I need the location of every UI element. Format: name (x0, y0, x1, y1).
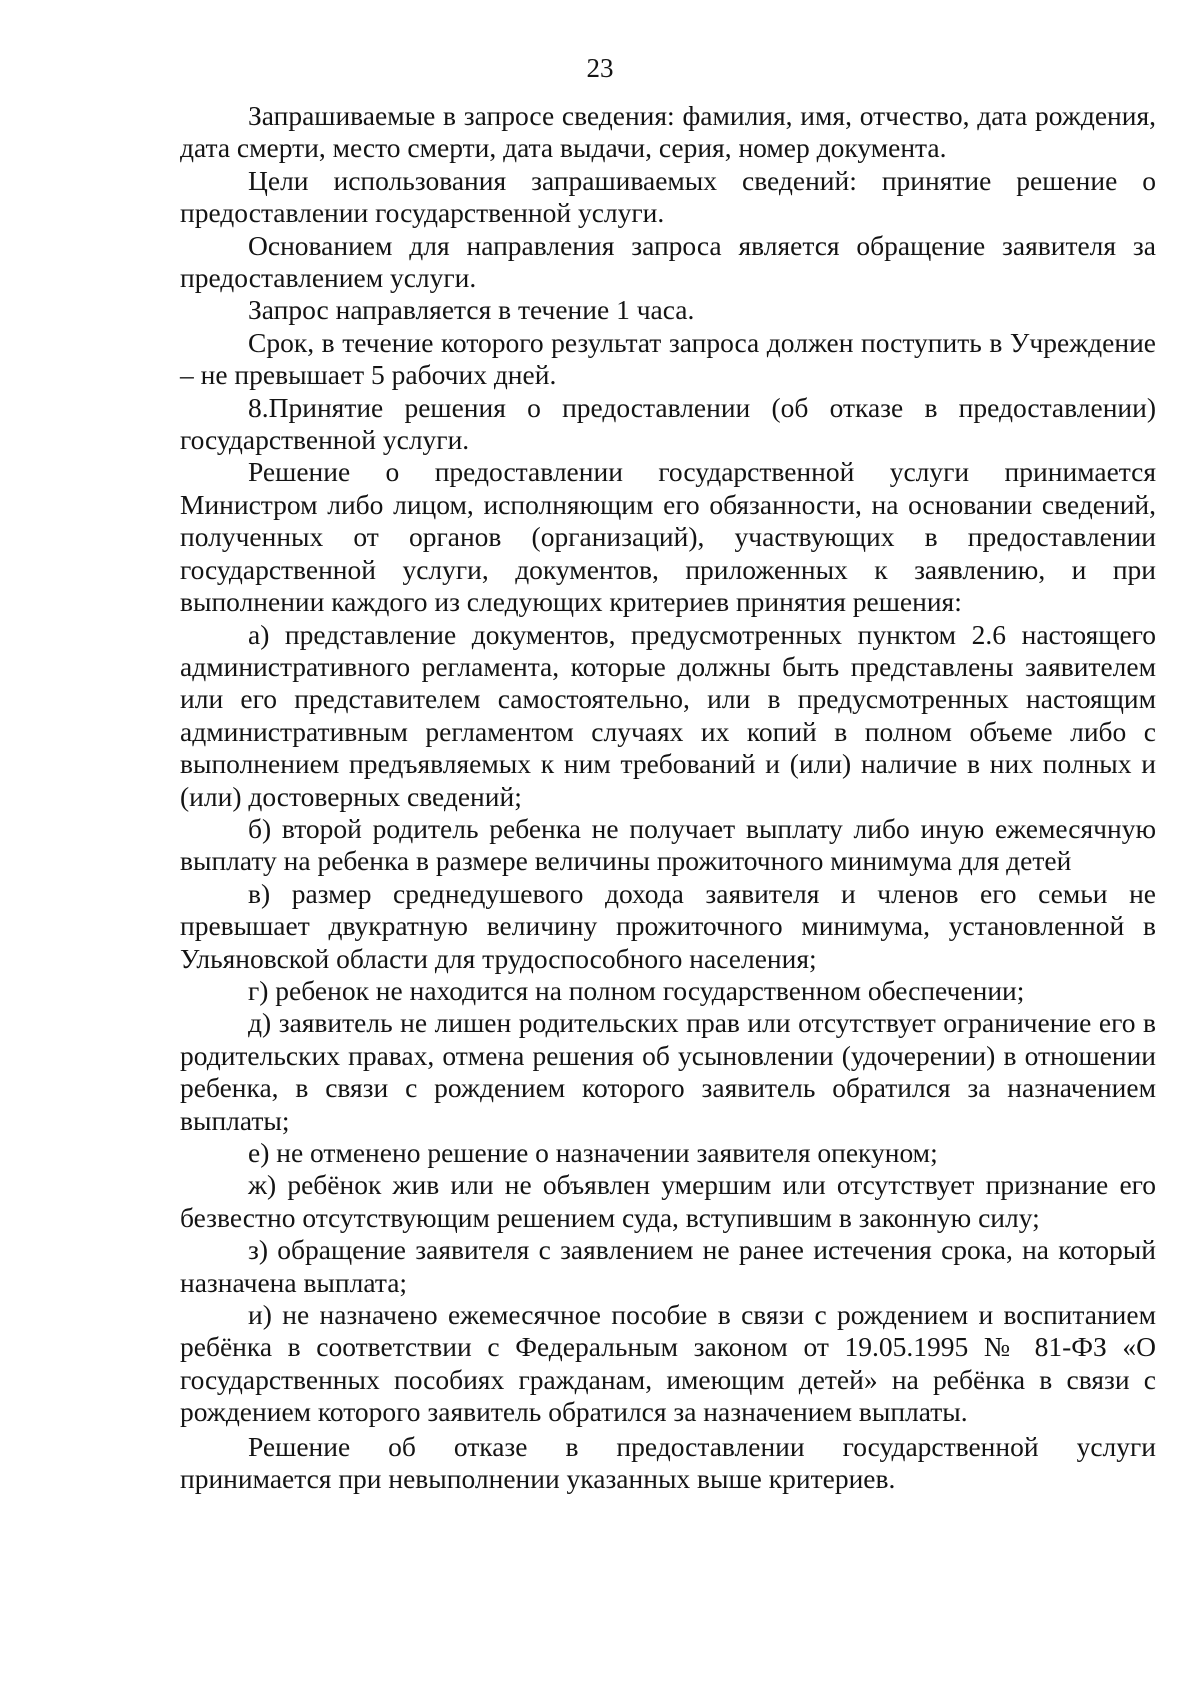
document-body (180, 100, 1156, 1495)
criterion-e: е) не отменено решение о назначении заявителя опекуном; (248, 1137, 938, 1168)
criterion-a: а) представление документов, предусмотренных пунктом 2.6 настоящего административного регламента, которые должны быть представлены заявителем или его представителем самостоятельно, или в предусмотренных настоящим административным регламентом случаях их копий в полном объеме либо с выполнением предъявляемых к ним требований и (или) наличие в них полных и (или) достоверных сведений; (180, 618, 1156, 812)
criterion-b: б) второй родитель ребенка не получает выплату либо иную ежемесячную выплату на ребенка в размере величины прожиточного минимума для детей (180, 812, 1156, 877)
refusal-line-1: Решение об отказе в предоставлении государственной услуги (248, 1430, 1156, 1462)
section-heading-decision: 8.Принятие решения о предоставлении (об отказе в предоставлении) государственной услуги. (180, 391, 1156, 456)
paragraph-request-time: Запрос направляется в течение 1 часа. (248, 294, 695, 326)
paragraph-refusal (180, 1431, 1156, 1496)
paragraph-response-deadline: Срок, в течение которого результат запроса должен поступить в Учреждение – не превышает 5 рабочих дней. (180, 326, 1156, 391)
criterion-z: з) обращение заявителя с заявлением не ранее истечения срока, на который назначена выплата; (180, 1234, 1156, 1298)
paragraph-purpose: Цели использования запрашиваемых сведений: принятие решение о предоставлении государственной услуги. (180, 164, 1156, 229)
criterion-zh: ж) ребёнок жив или не объявлен умершим или отсутствует признание его безвестно отсутствующим решением суда, вступившим в законную силу; (180, 1169, 1156, 1233)
refusal-line-2: принимается при невыполнении указанных выше критериев. (180, 1463, 896, 1495)
criterion-d: д) заявитель не лишен родительских прав или отсутствует ограничение его в родительских правах, отмена решения об усыновлении (удочерении) в отношении ребенка, в связи с рождением которого заявитель обратился за назначением выплаты; (180, 1007, 1156, 1136)
paragraph-requested-info: Запрашиваемые в запросе сведения: фамилия, имя, отчество, дата рождения, дата смерти, место смерти, дата выдачи, серия, номер документа. (180, 100, 1156, 164)
paragraph-basis: Основанием для направления запроса является обращение заявителя за предоставлением услуги. (180, 229, 1156, 294)
page-number: 23 (586, 53, 614, 83)
criterion-v: в) размер среднедушевого дохода заявителя и членов его семьи не превышает двукратную величину прожиточного минимума, установленной в Ульяновской области для трудоспособного населения; (180, 877, 1156, 974)
criterion-i: и) не назначено ежемесячное пособие в связи с рождением и воспитанием ребёнка в соответствии с Федеральным законом от 19.05.1995 № 81-ФЗ «О государственных пособиях гражданам, имеющим детей» на ребёнка в связи с рождением которого заявитель обратился за назначением выплаты. (180, 1299, 1156, 1428)
paragraph-decision-criteria: Решение о предоставлении государственной услуги принимается Министром либо лицом, исполняющим его обязанности, на основании сведений, полученных от органов (организаций), участвующих в предоставлении государственной услуги, документов, приложенных к заявлению, и при выполнении каждого из следующих критериев принятия решения: (180, 456, 1156, 618)
criterion-g: г) ребенок не находится на полном государственном обеспечении; (248, 974, 1025, 1006)
